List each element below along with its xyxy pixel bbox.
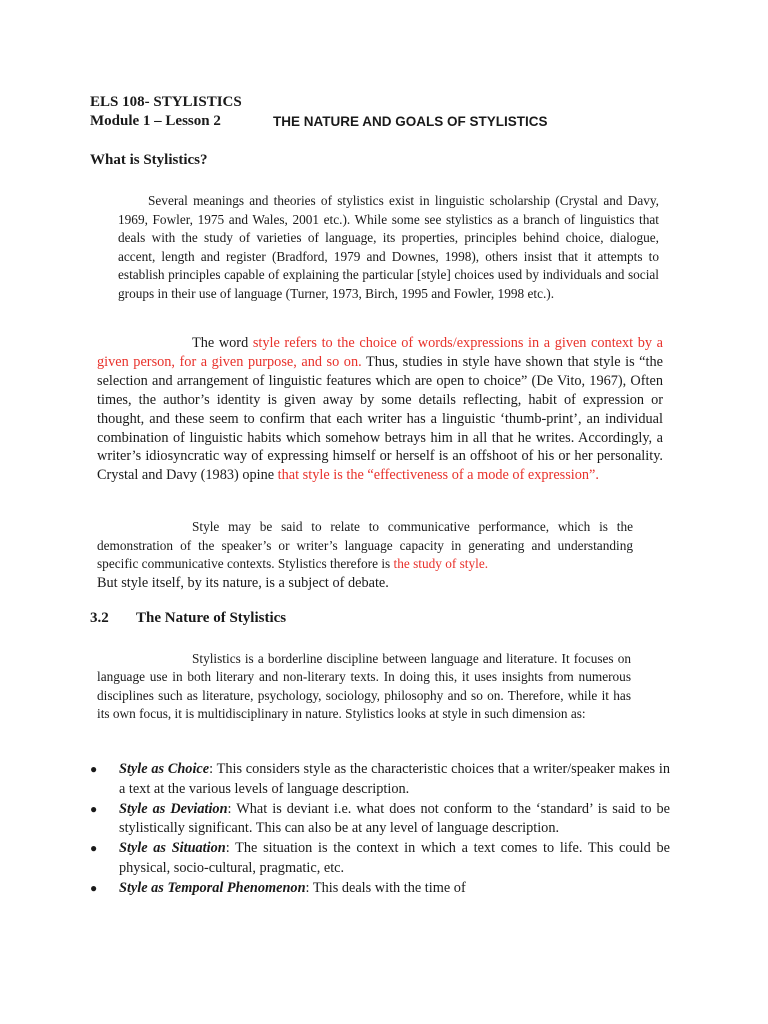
paragraph-text: Style may be said to relate to communicative performance, which is the demonstration of the speaker’s or writer’s language capacity in generating and understanding specific communicative contexts. Stylistics therefore is (97, 519, 633, 571)
bullet-icon: ● (90, 762, 98, 776)
section-heading-what-is-stylistics: What is Stylistics? (90, 152, 208, 168)
list-item-term: Style as Choice (119, 761, 210, 777)
bullet-icon: ● (90, 841, 98, 856)
list-item-term: Style as Temporal Phenomenon (119, 879, 306, 896)
highlighted-quote: that style is the “effectiveness of a mode of expression”. (277, 467, 599, 484)
list-item (90, 800, 670, 840)
list-item (90, 839, 670, 879)
list-item-text: : This considers style as the characteristic choices that a writer/speaker makes in a text at the various levels of language description. (119, 761, 670, 797)
list-item-text: : What is deviant i.e. what does not conform to the ‘standard’ is said to be stylistically significant. This can also be at any level of language description. (119, 800, 670, 837)
paragraph-text: Thus, studies in style have shown that style is “the selection and arrangement of linguistic features which are open to choice” (De Vito, 1967), Often times, the author’s identity is given away by some details reflecting, habit of expression or thought, and these seem to confirm that each writer has a linguistic ‘thumb-print’, an individual combination of linguistic habits which somehow betrays him in all that he writes. Accordingly, a writer’s idiosyncratic way of expressing himself or herself is an offshoot of his or her personality. Crystal and Davy (1983) opine (97, 353, 663, 484)
style-dimensions-list (90, 760, 670, 899)
bullet-icon: ● (90, 801, 98, 816)
paragraph-borderline-discipline (97, 650, 631, 724)
list-item-term: Style as Deviation (119, 800, 228, 817)
list-item-text: : This deals with the time of (305, 879, 466, 896)
paragraph-style-definition (97, 334, 663, 485)
paragraph-meanings (118, 192, 659, 304)
list-item (90, 879, 670, 899)
paragraph-text: Several meanings and theories of stylistics exist in linguistic scholarship (Crystal and Davy, 1969, Fowler, 1975 and Wales, 2001 etc.). While some see stylistics as a branch of linguistics that deals with the study of varieties of language, its properties, principles behind choice, dialogue, accent, length and register (Bradford, 1979 and Downes, 1998), others insist that it attempts to establish principles capable of explaining the particular [style] choices used by individuals and social groups in their use of language (Turner, 1973, Birch, 1995 and Fowler, 1998 etc.). (118, 193, 659, 301)
section-heading-text: The Nature of Stylistics (136, 610, 287, 626)
module-heading: THE NATURE AND GOALS OF STYLISTICS (273, 114, 548, 129)
list-item-text: : The situation is the context in which a text comes to life. This could be physical, socio-cultural, pragmatic, etc. (119, 840, 670, 876)
module-lesson: Module 1 – Lesson 2 (90, 113, 221, 129)
paragraph-text: But style itself, by its nature, is a subject of debate. (97, 574, 389, 591)
highlighted-study-of-style: the study of style. (393, 556, 489, 571)
section-number: 3.2 (90, 610, 109, 626)
paragraph-text: The word (192, 335, 253, 351)
paragraph-communicative-performance (97, 518, 633, 592)
list-item (90, 760, 670, 800)
course-title: ELS 108- STYLISTICS (90, 94, 242, 110)
highlighted-definition: style refers to the choice of words/expressions in a given context by a given person, for a given purpose, and so on. (97, 335, 663, 370)
section-heading-nature (90, 610, 286, 627)
list-item-term: Style as Situation (119, 840, 226, 857)
bullet-icon: ● (90, 880, 98, 895)
paragraph-text: Stylistics is a borderline discipline between language and literature. It focuses on language use in both literary and non-literary texts. In doing this, it uses insights from numerous disciplines such as literature, psychology, sociology, philosophy and so on. Therefore, while it has its own focus, it is multidisciplinary in nature. Stylistics looks at style in such dimension as: (97, 651, 631, 722)
